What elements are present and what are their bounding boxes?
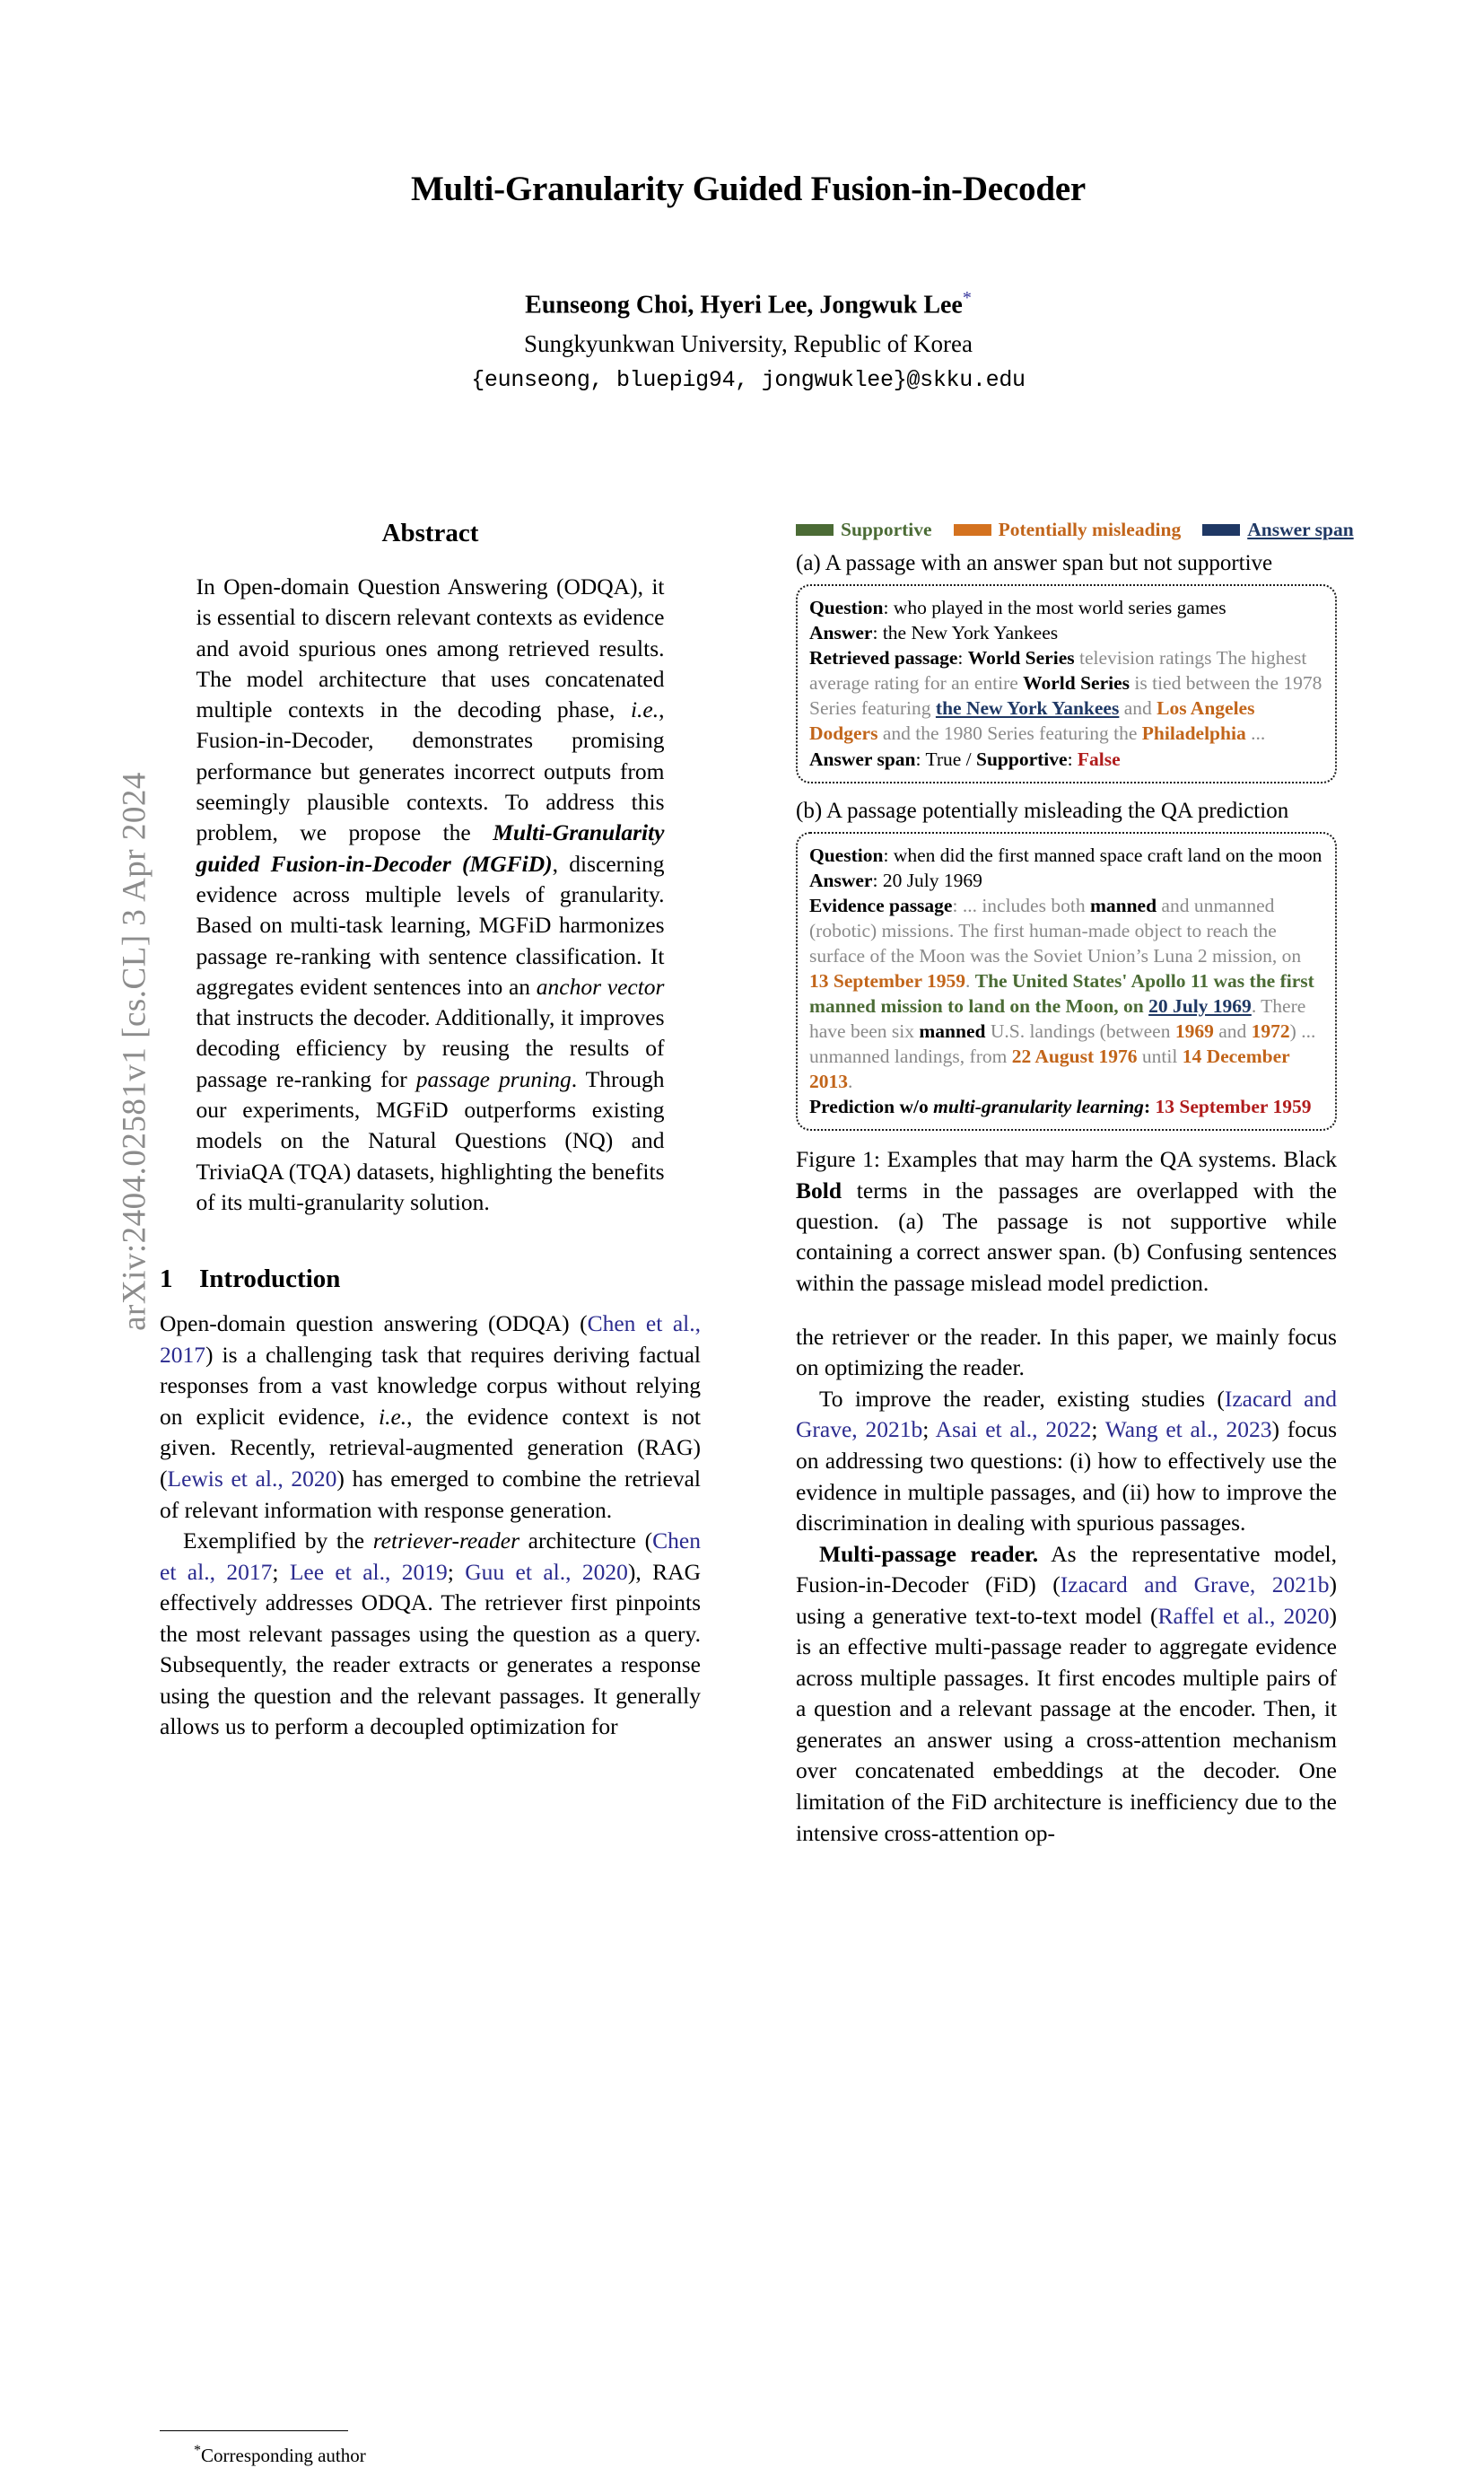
citation[interactable]: Wang et al., 2023 — [1104, 1416, 1272, 1443]
intro-paragraph-5 — [796, 1539, 1337, 1849]
question-label: Question — [809, 597, 884, 619]
page-title: Multi-Granularity Guided Fusion-in-Decoder — [410, 170, 1087, 208]
text-seg: and the 1980 Series featuring the — [877, 722, 1142, 745]
text-seg: . — [848, 1071, 853, 1093]
text-seg: ) using a generative text-to-text model ( — [796, 1571, 1337, 1629]
abstract-seg: , discerning evidence across multiple levels of granularity. Based on multi-task learning, MGFiD harmonizes passage re-ranking with sentence classification. It aggregates evident sentences into an — [196, 850, 665, 1000]
text-seg: ; — [922, 1416, 936, 1443]
footnote-marker: * — [194, 2443, 201, 2458]
text-seg: architecture ( — [519, 1527, 653, 1554]
text-seg: : — [1067, 748, 1078, 770]
box-b-prediction — [809, 1094, 1323, 1119]
question-text: : when did the first manned space craft land on the moon — [883, 844, 1323, 866]
citation[interactable]: Raffel et al., 2020 — [1157, 1602, 1330, 1629]
footnote-divider — [160, 2430, 348, 2431]
box-a-passage — [809, 645, 1323, 746]
misleading-highlight: 1969 — [1174, 1020, 1214, 1043]
subcaption-b: (b) A passage potentially misleading the QA prediction — [796, 798, 1289, 823]
text-seg: ) focus on addressing two questions: (i) how to effectively use the evidence in multiple passages, and (ii) how to improve the discrimination in dealing with spurious passages. — [796, 1416, 1337, 1536]
intro-paragraph-2 — [160, 1526, 701, 1743]
abstract-passage-pruning: passage pruning — [415, 1065, 572, 1092]
legend-item-supportive — [796, 519, 932, 541]
box-b-question — [809, 843, 1323, 868]
legend-item-misleading — [954, 519, 1182, 541]
paper-page — [160, 0, 1354, 2466]
supportive-value: False — [1077, 748, 1121, 770]
section-number: 1 — [160, 1265, 173, 1294]
author-footnote-marker: * — [962, 287, 972, 308]
legend-swatch-supportive-icon — [796, 524, 834, 536]
intro-paragraph-4 — [796, 1384, 1337, 1539]
text-seg: ), RAG effectively addresses ODQA. The retriever first pinpoints the most relevant passages using the question as a query. Subsequently, the reader extracts or generates a response using the question and the relevant passages. It generally allows us to perform a decoupled optimization for — [160, 1558, 701, 1740]
text-seg: ; — [447, 1558, 466, 1585]
abstract-text — [196, 572, 665, 1218]
legend-swatch-misleading-icon — [954, 524, 991, 536]
body-columns — [160, 519, 1354, 2466]
overlap-term: manned — [1089, 894, 1157, 916]
answer-text: : the New York Yankees — [872, 622, 1059, 644]
abstract-heading: Abstract — [381, 519, 479, 547]
text-seg: the retriever or the reader. In this paper, we mainly focus on optimizing the reader. — [796, 1323, 1337, 1381]
misleading-highlight: 22 August 1976 — [1011, 1046, 1138, 1068]
prediction-value: 13 September 1959 — [1155, 1096, 1312, 1118]
legend-item-answer-span — [1202, 519, 1353, 541]
contact-email: {eunseong, bluepig94, jongwuklee}@skku.edu — [471, 367, 1026, 394]
subcaption-a: (a) A passage with an answer span but not supportive — [796, 551, 1273, 575]
citation[interactable]: Lee et al., 2019 — [289, 1558, 448, 1585]
citation[interactable]: Izacard and Grave, 2021b — [796, 1385, 1337, 1443]
example-box-a — [796, 584, 1337, 783]
text-seg: television ratings The highest average rating for an entire — [809, 647, 1307, 695]
text-seg: , the evidence context is not given. Recently, retrieval-augmented generation (RAG) ( — [160, 1403, 701, 1492]
text-italic: retriever-reader — [372, 1527, 519, 1554]
overlap-term: World Series — [967, 647, 1075, 670]
text-seg: ; — [1091, 1416, 1105, 1443]
box-b-answer — [809, 868, 1323, 893]
text-seg: and — [1119, 697, 1157, 720]
figure-caption — [796, 1144, 1337, 1298]
text-ie: i.e. — [379, 1403, 407, 1430]
abstract-seg: . Through our experiments, MGFiD outperforms existing models on the Natural Questions (NQ) and TriviaQA (TQA) datasets, highlighting the benefits of its multi-granularity solution. — [196, 1065, 665, 1215]
overlap-term: World Series — [1023, 672, 1130, 695]
author-names: Eunseong Choi, Hyeri Lee, Jongwuk Lee — [525, 291, 963, 319]
prediction-label: Prediction w/o — [809, 1096, 934, 1118]
text-seg: U.S. landings (between — [985, 1020, 1175, 1043]
text-seg: To improve the reader, existing studies ( — [819, 1385, 1225, 1412]
answer-text: : 20 July 1969 — [872, 869, 982, 891]
text-seg: Open-domain question answering (ODQA) ( — [160, 1310, 588, 1337]
author-list — [160, 286, 1337, 322]
text-seg: terms in the passages are overlapped with the question. (a) The passage is not supportive while containing a correct answer span. (b) Confusing sentences within the passage mislead model prediction. — [796, 1177, 1337, 1296]
left-column — [160, 519, 701, 2466]
misleading-highlight: 14 December 2013 — [809, 1046, 1290, 1093]
section-heading-introduction — [160, 1265, 701, 1294]
box-b-passage — [809, 893, 1323, 1094]
legend-label-supportive: Supportive — [841, 519, 932, 540]
citation[interactable]: Chen et al., 2017 — [160, 1527, 701, 1585]
text-seg: and unmanned (robotic) missions. The first human-made object to reach the surface of the Moon was the Soviet Union’s Luna 2 mission, on — [809, 894, 1302, 967]
example-box-b — [796, 832, 1337, 1132]
misleading-highlight: Los Angeles Dodgers — [809, 697, 1255, 745]
footnote-block — [160, 2430, 701, 2468]
answer-label: Answer — [809, 622, 873, 644]
citation[interactable]: Lewis et al., 2020 — [167, 1465, 337, 1492]
citation[interactable]: Asai et al., 2022 — [935, 1416, 1092, 1443]
answer-span-highlight: the New York Yankees — [935, 697, 1120, 720]
text-seg: : ... includes both — [952, 894, 1090, 916]
misleading-highlight: 13 September 1959 — [809, 970, 965, 993]
paragraph-lead-in: Multi-passage reader. — [819, 1540, 1039, 1567]
text-seg: until — [1137, 1046, 1183, 1068]
prediction-method: multi-granularity learning — [933, 1096, 1144, 1118]
citation[interactable]: Izacard and Grave, 2021b — [1060, 1571, 1330, 1598]
legend-label-misleading: Potentially misleading — [998, 519, 1182, 540]
text-seg: As the representative model, Fusion-in-Decoder (FiD) ( — [796, 1540, 1337, 1598]
text-seg: : — [1143, 1096, 1156, 1118]
text-seg: Figure 1: Examples that may harm the QA systems. Black — [796, 1146, 1337, 1173]
abstract-anchor-vector: anchor vector — [536, 973, 665, 1000]
answer-span-highlight: 20 July 1969 — [1148, 995, 1252, 1018]
intro-paragraph-3 — [796, 1322, 1337, 1384]
abstract-seg: , Fusion-in-Decoder, demonstrates promising performance but generates incorrect outputs from seemingly plausible contexts. To address this problem, we propose the — [196, 696, 665, 846]
text-seg: ... — [1245, 722, 1266, 745]
figure-legend — [796, 519, 1354, 541]
text-seg: . There have been six — [809, 995, 1306, 1043]
citation[interactable]: Chen et al., 2017 — [160, 1310, 701, 1368]
text-seg: ) is a challenging task that requires deriving factual responses from a vast knowledge corpus without relying on explicit evidence, — [160, 1341, 701, 1430]
abstract-ie: i.e. — [630, 696, 659, 723]
text-seg: ) has emerged to combine the retrieval of relevant information with response generation. — [160, 1465, 701, 1523]
abstract-seg: that instructs the decoder. Additionally, it improves decoding efficiency by reusing the results of passage re-ranking for — [196, 1004, 665, 1092]
question-text: : who played in the most world series games — [883, 597, 1226, 619]
answer-span-value: : True / — [915, 748, 976, 770]
text-seg: Exemplified by the — [183, 1527, 373, 1554]
section-title: Introduction — [199, 1265, 341, 1294]
footnote-text: Corresponding author — [201, 2445, 366, 2466]
text-seg: and — [1213, 1020, 1252, 1043]
overlap-term: manned — [919, 1020, 986, 1043]
abstract-seg: In Open-domain Question Answering (ODQA), it is essential to discern relevant contexts as evidence and avoid spurious ones among retrieved results. The model architecture that uses concatenated multiple contexts in the decoding phase, — [196, 573, 665, 723]
passage-label: Evidence passage — [809, 894, 953, 916]
citation[interactable]: Guu et al., 2020 — [465, 1558, 628, 1585]
abstract-model-name: Multi-Granularity guided Fusion-in-Decoder (MGFiD) — [196, 819, 665, 877]
footnote — [160, 2442, 701, 2468]
legend-swatch-answer-span-icon — [1202, 524, 1240, 536]
text-seg: . — [965, 970, 975, 993]
intro-paragraph-1 — [160, 1308, 701, 1526]
passage-label: Retrieved passage — [809, 647, 958, 670]
arxiv-stamp: arXiv:2404.02581v1 [cs.CL] 3 Apr 2024 — [116, 772, 153, 1331]
affiliation: Sungkyunkwan University, Republic of Korea — [524, 329, 973, 357]
text-seg: ) ... unmanned landings, from — [809, 1020, 1316, 1068]
text-seg: ) is an effective multi-passage reader to aggregate evidence across multiple passages. It first encodes multiple pairs of a question and a relevant passage at the encoder. Then, it generates an answer using a cross-attention mechanism over concatenated embeddings at the decoder. One limitation of the FiD architecture is inefficiency due to the intensive cross-attention op- — [796, 1602, 1337, 1846]
supportive-highlight: The United States' Apollo 11 was the first manned mission to land on the Moon, on — [809, 970, 1314, 1018]
answer-span-label: Answer span — [809, 748, 916, 770]
misleading-highlight: 1972 — [1251, 1020, 1290, 1043]
answer-label: Answer — [809, 869, 873, 891]
supportive-label: Supportive — [976, 748, 1068, 770]
text-seg: is tied between the 1978 Series featuring — [809, 672, 1323, 720]
question-label: Question — [809, 844, 884, 866]
text-seg: : — [957, 647, 968, 670]
box-a-verdict — [809, 747, 1323, 772]
box-a-question — [809, 595, 1323, 620]
box-a-answer — [809, 620, 1323, 645]
misleading-highlight: Philadelphia — [1141, 722, 1246, 745]
caption-bold-term: Bold — [796, 1177, 842, 1203]
text-seg: ; — [272, 1558, 290, 1585]
legend-label-answer-span: Answer span — [1247, 519, 1354, 540]
right-column — [796, 519, 1354, 1849]
